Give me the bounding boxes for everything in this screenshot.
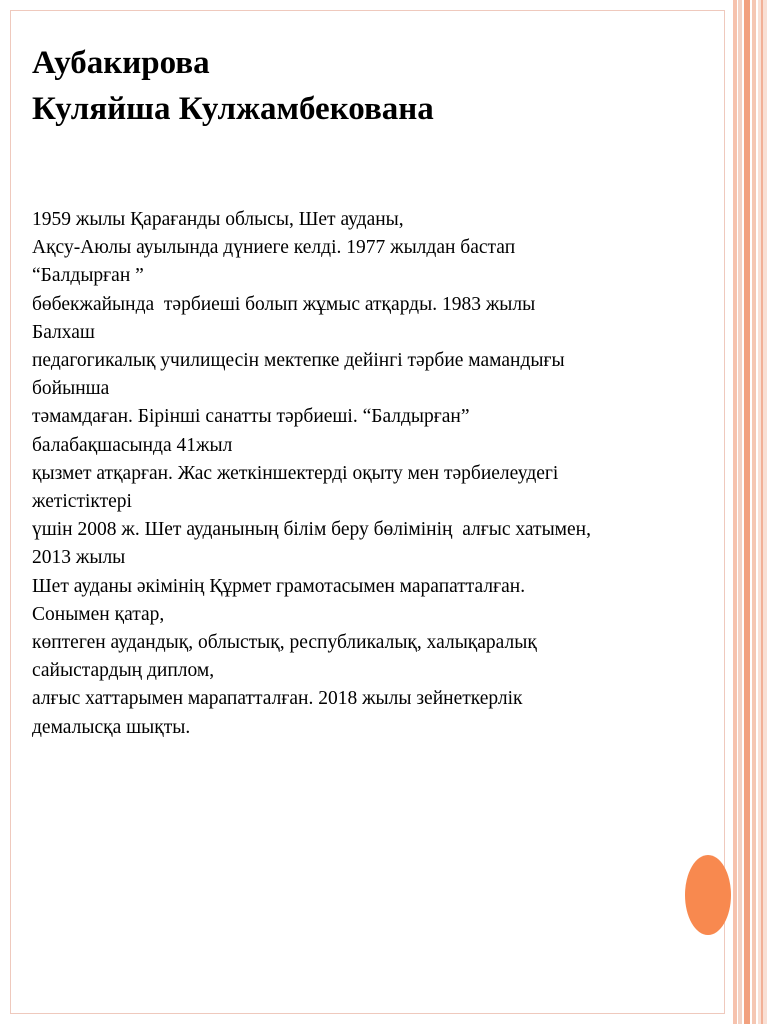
decorative-orange-oval [685,855,731,935]
biography-line: жетістіктері [32,491,132,513]
biography-line: сайыстардың диплом, [32,660,215,682]
biography-text [32,206,712,742]
biography-line: алғыс хаттарымен марапатталған. 2018 жылы зейнеткерлік [32,688,523,710]
title-line-surname: Аубакирова [32,45,210,81]
biography-line: 2013 жылы [32,547,126,569]
biography-line: педагогикалық училищесін мектепке дейінгі тәрбие мамандығы [32,350,565,372]
biography-line: бөбекжайында тәрбиеші болып жұмыс атқарды. 1983 жылы [32,293,536,315]
biography-line: Балхаш [32,321,95,343]
biography-line: Сонымен қатар, [32,603,165,625]
biography-line: көптеген аудандық, облыстық, республикалық, халықаралық [32,632,537,654]
decorative-stripe [733,0,737,1024]
biography-line: тәмамдаған. Бірінші санатты тәрбиеші. “Балдырған” [32,406,470,428]
decorative-stripe [738,0,742,1024]
biography-line: Ақсу-Аюлы ауылында дүниеге келді. 1977 жылдан бастап [32,237,516,259]
biography-line: балабақшасында 41жыл [32,434,233,456]
biography-line: 1959 жылы Қарағанды облысы, Шет ауданы, [32,209,404,230]
biography-line: қызмет атқарған. Жас жеткіншектерді оқыту мен тәрбиелеудегі [32,462,559,484]
biography-line: бойынша [32,378,110,400]
slide-title [32,40,692,132]
title-line-name: Куляйша Кулжамбекована [32,91,434,127]
biography-line: үшін 2008 ж. Шет ауданының білім беру бөлімінің алғыс хатымен, [32,519,591,541]
decorative-stripe [744,0,750,1024]
decorative-stripe [752,0,756,1024]
biography-line: Шет ауданы әкімінің Құрмет грамотасымен марапатталған. [32,575,526,597]
decorative-stripe [761,0,763,1024]
biography-line: демалысқа шықты. [32,716,191,738]
biography-line: “Балдырған ” [32,265,144,287]
